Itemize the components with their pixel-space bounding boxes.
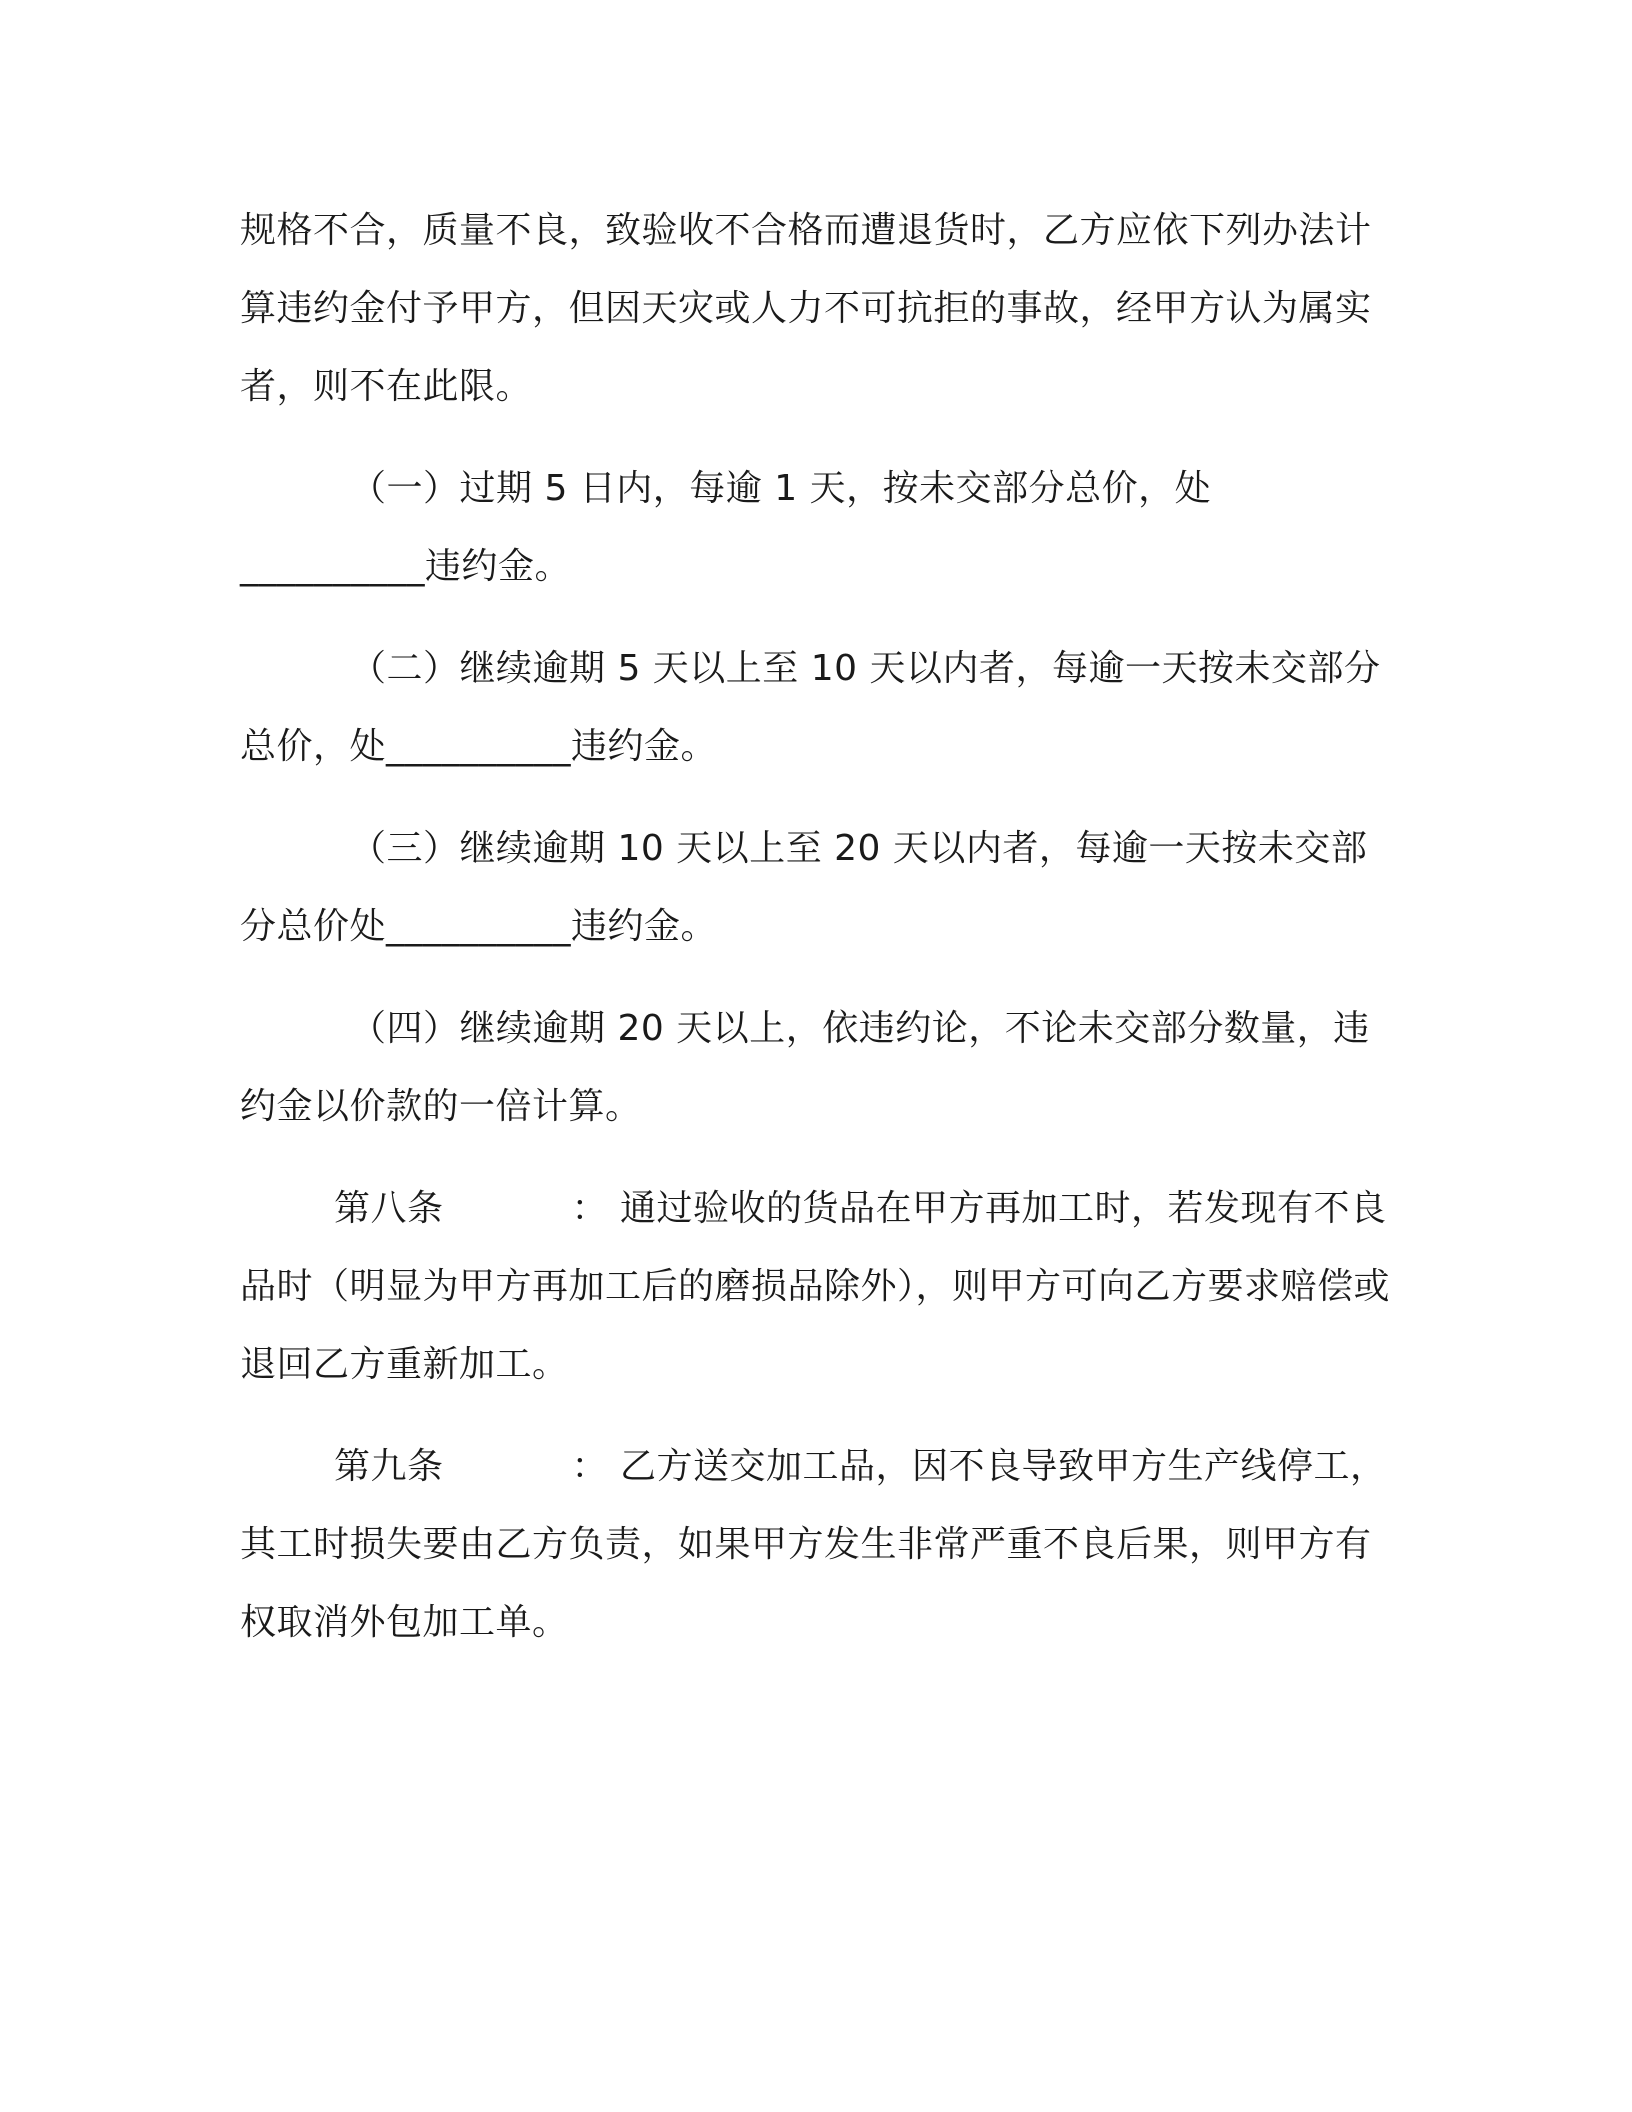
article-8-label: 第八条 (334, 1188, 444, 1229)
article-9-text: 乙方送交加工品，因不良导致甲方生产线停工，其工时损失要由乙方负责，如果甲方发生非常严重不良后果，则甲方有权取消外包加工单。 (240, 1446, 1387, 1643)
item-2-suffix: 违约金。 (571, 726, 718, 767)
article-8 (240, 1170, 1395, 1404)
article-8-separator: ： (571, 1188, 609, 1229)
document-body (240, 192, 1395, 1662)
article-9 (240, 1428, 1395, 1662)
item-2-text: （二）继续逾期 5 天以上至 10 天以内者，每逾一天按未交部分总价，处 (240, 648, 1381, 767)
article-9-separator: ： (571, 1446, 609, 1487)
item-3-suffix: 违约金。 (571, 906, 718, 947)
paragraph-penalty-item-1 (240, 450, 1395, 606)
item-1-blank: __________ (240, 546, 425, 587)
paragraph-penalty-item-2 (240, 630, 1395, 786)
item-3-blank: __________ (386, 906, 572, 947)
paragraph-penalty-item-4: （四）继续逾期 20 天以上，依违约论，不论未交部分数量，违约金以价款的一倍计算。 (240, 1008, 1370, 1127)
item-1-suffix: 违约金。 (425, 546, 572, 587)
item-2-blank: __________ (386, 726, 572, 767)
article-9-label: 第九条 (334, 1446, 444, 1487)
article-8-text: 通过验收的货品在甲方再加工时，若发现有不良品时（明显为甲方再加工后的磨损品除外），则甲方可向乙方要求赔偿或退回乙方重新加工。 (240, 1188, 1391, 1385)
paragraph-penalty-item-3 (240, 810, 1395, 966)
paragraph-penalty-intro: 规格不合，质量不良，致验收不合格而遭退货时，乙方应依下列办法计算违约金付予甲方，但因天灾或人力不可抗拒的事故，经甲方认为属实者，则不在此限。 (240, 210, 1372, 407)
item-1-text: （一）过期 5 日内，每逾 1 天，按未交部分总价，处 (350, 468, 1212, 509)
item-3-text: （三）继续逾期 10 天以上至 20 天以内者，每逾一天按未交部分总价处 (240, 828, 1368, 947)
